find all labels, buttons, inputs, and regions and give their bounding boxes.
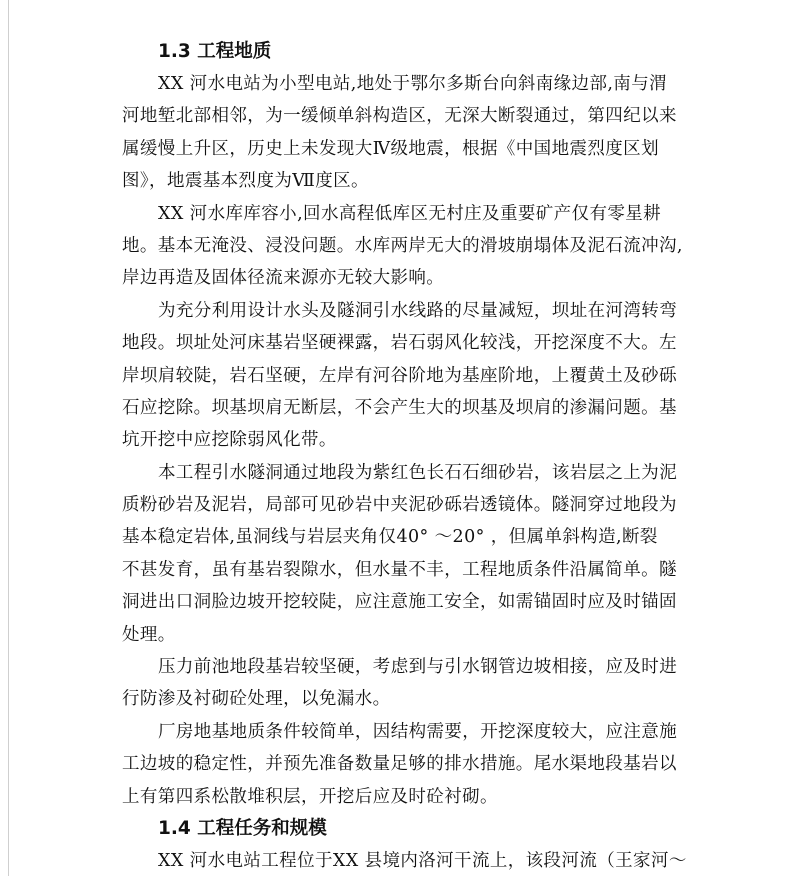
paragraph-forebay	[122, 651, 744, 716]
text-line: 处理。	[122, 624, 176, 645]
text-line: 岸坝肩较陡，岩石坚硬，左岸有河谷阶地为基座阶地，上覆黄土及砂砾	[122, 365, 677, 386]
page-left-border	[8, 0, 9, 876]
paragraph-powerhouse	[122, 716, 744, 813]
text-line: 图》，地震基本烈度为Ⅶ度区。	[122, 171, 369, 192]
text-line: 属缓慢上升区，历史上未发现大Ⅳ级地震，根据《中国地震烈度区划	[122, 138, 659, 159]
text-line: 本工程引水隧洞通过地段为紫红色长石石细砂岩，该岩层之上为泥	[158, 462, 678, 483]
text-line: 质粉砂岩及泥岩，局部可见砂岩中夹泥砂砾岩透镜体。隧洞穿过地段为	[122, 495, 677, 516]
text-line: 河地堑北部相邻，为一缓倾单斜构造区，无深大断裂通过，第四纪以来	[122, 106, 677, 127]
text-line: 为充分利用设计水头及隧洞引水线路的尽量减短，坝址在河湾转弯	[158, 300, 678, 321]
text-line: XX 河水电站为小型电站,地处于鄂尔多斯台向斜南缘边部,南与渭	[158, 74, 668, 94]
section-heading-1-3: 1.3 工程地质	[158, 41, 272, 62]
text-line: 不甚发育，虽有基岩裂隙水，但水量不丰，工程地质条件沿属简单。隧	[122, 559, 677, 580]
text-line: 地。基本无淹没、浸没问题。水库两岸无大的滑坡崩塌体及泥石流冲沟,	[122, 235, 683, 256]
text-line: XX 河水库库容小,回水高程低库区无村庄及重要矿产仅有零星耕	[158, 203, 662, 224]
text-line: 坑开挖中应挖除弱风化带。	[122, 430, 337, 451]
document-page	[122, 36, 744, 877]
text-line: 洞进出口洞脸边坡开挖较陡，应注意施工安全，如需锚固时应及时锚固	[122, 592, 677, 613]
text-line: XX 河水电站工程位于XX 县境内洛河干流上，该段河流（王家河～	[158, 850, 687, 871]
section-heading-1-4: 1.4 工程任务和规模	[158, 817, 327, 839]
text-line: 压力前池地段基岩较坚硬，考虑到与引水钢管边坡相接，应及时进	[158, 657, 678, 678]
text-line: 地段。坝址处河床基岩坚硬裸露，岩石弱风化较浅，开挖深度不大。左	[122, 333, 677, 354]
paragraph-seismic	[122, 68, 744, 198]
text-line: 上有第四系松散堆积层，开挖后应及时砼衬砌。	[122, 786, 498, 807]
paragraph-reservoir	[122, 198, 744, 295]
text-line: 厂房地基地质条件较简单，因结构需要，开挖深度较大，应注意施	[158, 721, 678, 742]
text-line: 行防渗及衬砌砼处理，以免漏水。	[122, 689, 391, 710]
text-line: 石应挖除。坝基坝肩无断层，不会产生大的坝基及坝肩的渗漏问题。基	[122, 397, 677, 418]
paragraph-dam-site	[122, 295, 744, 457]
text-line: 岸边再造及固体径流来源亦无较大影响。	[122, 268, 445, 289]
paragraph-project-location	[122, 845, 744, 877]
text-line: 基本稳定岩体,虽洞线与岩层夹角仅40° ～20° ，但属单斜构造,断裂	[122, 527, 658, 548]
paragraph-tunnel	[122, 457, 744, 651]
text-line: 工边坡的稳定性，并预先准备数量足够的排水措施。尾水渠地段基岩以	[122, 754, 677, 775]
